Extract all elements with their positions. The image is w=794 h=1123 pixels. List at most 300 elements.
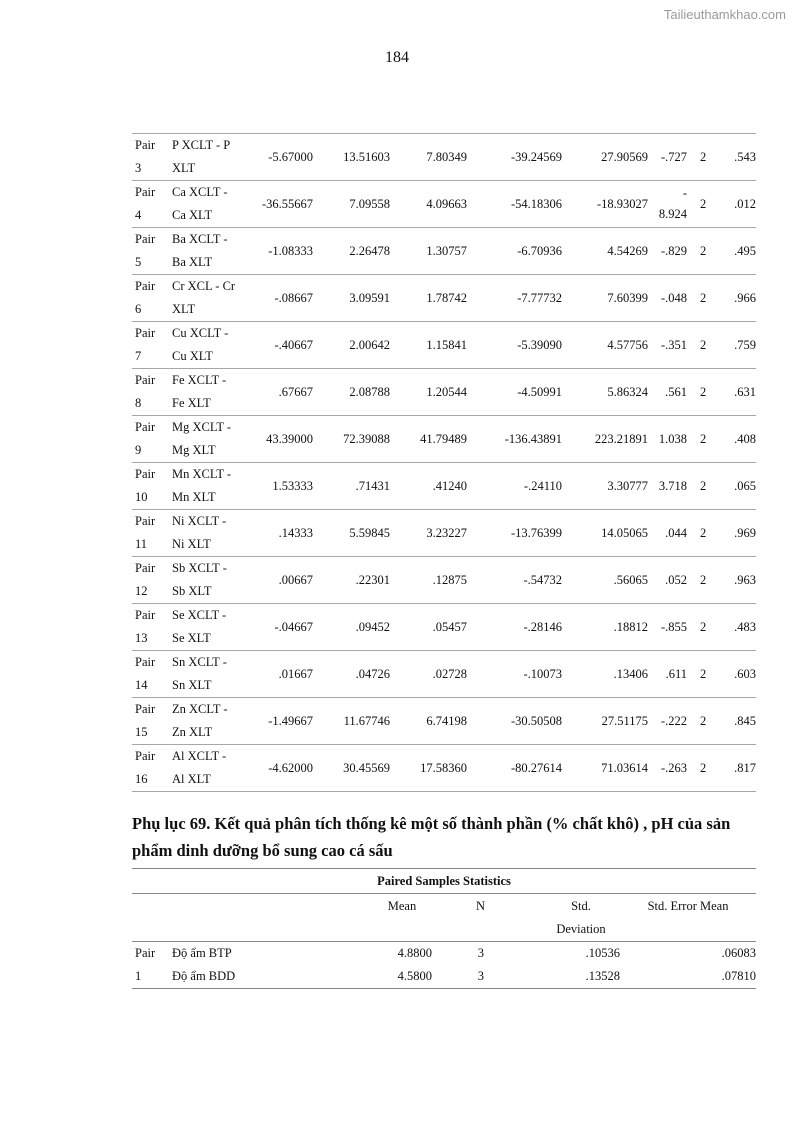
row-std-error-mean-text: 1.20544 (426, 384, 467, 399)
row-std-deviation (313, 604, 390, 651)
row-pair-label (132, 463, 170, 510)
row-std-error-mean (390, 698, 467, 745)
row-pair-label (132, 651, 170, 698)
row-variable-name-text: Se XCLT - (172, 608, 227, 622)
row-t-value (648, 604, 687, 651)
header-std-deviation (542, 894, 620, 942)
row-mean-text: .67667 (278, 384, 313, 399)
row-df (687, 698, 717, 745)
row-variable-name-text: Sn XLT (172, 678, 212, 692)
row-variable-name-text: Sb XLT (172, 584, 212, 598)
row-sig (717, 275, 756, 322)
row-std-deviation-text: .09452 (355, 619, 390, 634)
row-std-deviation-text: 2.26478 (349, 243, 390, 258)
row-mean-text: .14333 (278, 525, 313, 540)
paired-test-row (132, 275, 756, 322)
row-ci-lower (467, 557, 562, 604)
paired-test-row (132, 369, 756, 416)
row-ci-upper (562, 557, 648, 604)
row-std-error-mean-text: 1.78742 (426, 290, 467, 305)
row-df-text: 2 (700, 431, 707, 446)
row-std-deviation (313, 651, 390, 698)
row-variable-name-text: Cr XCL - Cr (172, 279, 236, 293)
row-t-value (648, 275, 687, 322)
row-pair-label (132, 369, 170, 416)
row-mean-text: -.04667 (274, 619, 313, 634)
row-std-error-mean-text: 41.79489 (420, 431, 467, 446)
row-ci-lower (467, 275, 562, 322)
row-pair-label-text: Pair (135, 702, 156, 716)
row-variable-name (170, 322, 252, 369)
row-sig-text: .963 (734, 572, 756, 587)
row-variable-name (170, 604, 252, 651)
row-variable-name-text: Cu XLT (172, 349, 213, 363)
paired-test-row (132, 181, 756, 228)
row-pair-label-text: 8 (135, 396, 142, 410)
row-variable-name (170, 698, 252, 745)
row-ci-lower (467, 228, 562, 275)
row-ci-upper (562, 134, 648, 181)
row-df-text: 2 (700, 760, 707, 775)
row-ci-lower-text: -13.76399 (510, 525, 562, 540)
row-t-value-text: -.222 (660, 713, 687, 728)
row-std-error-mean-text: 4.09663 (426, 196, 467, 211)
paired-test-row (132, 416, 756, 463)
row-std-error-mean-text: .12875 (432, 572, 467, 587)
header-mean: Mean (387, 899, 417, 913)
row-mean (252, 604, 313, 651)
row-pair-label-text: Pair (135, 749, 156, 763)
row-std-error-mean (390, 322, 467, 369)
row-variable-name (170, 369, 252, 416)
stats-row-se: .07810 (721, 969, 757, 983)
row-sig (717, 557, 756, 604)
row-sig (717, 228, 756, 275)
row-variable-name (170, 651, 252, 698)
row-sig (717, 745, 756, 792)
row-ci-lower-text: -.54732 (523, 572, 562, 587)
row-ci-upper (562, 275, 648, 322)
row-mean (252, 463, 313, 510)
row-variable-name (170, 181, 252, 228)
row-std-deviation-text: 7.09558 (349, 196, 390, 211)
row-ci-lower (467, 745, 562, 792)
row-mean (252, 181, 313, 228)
row-df-text: 2 (700, 384, 707, 399)
row-variable-name-text: Sb XCLT - (172, 561, 227, 575)
row-ci-upper-text: 14.05065 (601, 525, 648, 540)
row-sig-text: .603 (734, 666, 756, 681)
row-std-error-mean-text: .02728 (432, 666, 467, 681)
row-mean (252, 228, 313, 275)
row-t-value-text: .052 (665, 572, 687, 587)
row-ci-upper (562, 604, 648, 651)
row-t-value-text: .611 (665, 666, 687, 681)
row-variable-name (170, 557, 252, 604)
row-df (687, 134, 717, 181)
row-pair-label (132, 698, 170, 745)
row-variable-name-text: Mg XLT (172, 443, 216, 457)
row-ci-lower (467, 651, 562, 698)
header-n: N (476, 899, 486, 913)
row-pair-label-text: Pair (135, 373, 156, 387)
row-std-error-mean-text: 6.74198 (426, 713, 467, 728)
row-pair-label-text: 16 (135, 772, 148, 786)
row-df (687, 275, 717, 322)
row-variable-name-text: Ni XLT (172, 537, 211, 551)
row-df (687, 510, 717, 557)
row-std-error-mean (390, 228, 467, 275)
stats-row (132, 965, 756, 989)
row-variable-name (170, 463, 252, 510)
row-variable-name-text: Ca XLT (172, 208, 213, 222)
row-ci-lower-text: -.10073 (523, 666, 562, 681)
row-std-error-mean-text: 7.80349 (426, 149, 467, 164)
row-t-value-text: -.727 (660, 149, 687, 164)
row-ci-upper-text: .56065 (613, 572, 648, 587)
row-std-deviation (313, 228, 390, 275)
row-variable-name-text: Mn XLT (172, 490, 216, 504)
row-ci-lower (467, 181, 562, 228)
row-ci-lower-text: -5.39090 (517, 337, 562, 352)
row-ci-upper (562, 698, 648, 745)
row-mean-text: -1.08333 (268, 243, 313, 258)
row-ci-upper (562, 416, 648, 463)
row-t-value-text: -.263 (660, 760, 687, 775)
row-mean (252, 416, 313, 463)
row-ci-lower-text: -30.50508 (510, 713, 562, 728)
row-df (687, 369, 717, 416)
row-ci-lower (467, 416, 562, 463)
row-pair-label-text: Pair (135, 467, 156, 481)
row-df (687, 557, 717, 604)
row-mean-text: -4.62000 (268, 760, 313, 775)
row-t-value (648, 369, 687, 416)
row-mean-text: 1.53333 (272, 478, 313, 493)
row-t-value (648, 510, 687, 557)
row-pair-label-text: 15 (135, 725, 148, 739)
row-variable-name (170, 745, 252, 792)
row-df (687, 745, 717, 792)
row-sig (717, 134, 756, 181)
row-ci-lower (467, 463, 562, 510)
row-mean-text: -1.49667 (268, 713, 313, 728)
row-t-value (648, 745, 687, 792)
row-std-error-mean-text: 1.30757 (426, 243, 467, 258)
row-ci-upper (562, 463, 648, 510)
row-t-value (648, 416, 687, 463)
stats-row-n: 3 (477, 969, 484, 983)
row-variable-name (170, 134, 252, 181)
row-variable-name-text: Cu XCLT - (172, 326, 229, 340)
row-std-deviation (313, 745, 390, 792)
row-df-text: 2 (700, 666, 707, 681)
stats-row-mean: 4.5800 (397, 969, 432, 983)
row-ci-lower-text: -80.27614 (510, 760, 562, 775)
row-pair-label (132, 745, 170, 792)
row-std-deviation-text: 11.67746 (343, 713, 390, 728)
paired-test-row (132, 134, 756, 181)
stats-row-sd: .10536 (585, 946, 620, 960)
row-df-text: 2 (700, 149, 707, 164)
row-ci-lower-text: -54.18306 (510, 196, 562, 211)
row-t-value-text: -.829 (660, 243, 687, 258)
stats-row-mean: 4.8800 (397, 946, 432, 960)
row-ci-upper-text: 27.51175 (601, 713, 648, 728)
row-ci-upper (562, 228, 648, 275)
row-std-deviation (313, 416, 390, 463)
row-pair-label (132, 228, 170, 275)
row-ci-upper-text: 223.21891 (594, 431, 648, 446)
row-sig (717, 651, 756, 698)
row-pair-label-text: 14 (135, 678, 148, 692)
row-t-value-text: .561 (665, 384, 687, 399)
row-pair-label-text: 10 (135, 490, 148, 504)
row-std-error-mean (390, 510, 467, 557)
row-ci-lower (467, 604, 562, 651)
row-mean-text: -.40667 (274, 337, 313, 352)
stats-row-pair: Pair (135, 946, 156, 960)
row-pair-label-text: Pair (135, 514, 156, 528)
row-variable-name-text: Zn XCLT - (172, 702, 228, 716)
row-ci-upper-text: -18.93027 (596, 196, 648, 211)
row-df-text: 2 (700, 478, 707, 493)
paired-test-row (132, 463, 756, 510)
row-df-text: 2 (700, 243, 707, 258)
row-std-error-mean (390, 416, 467, 463)
row-pair-label-text: Pair (135, 138, 156, 152)
row-pair-label-text: 12 (135, 584, 148, 598)
row-variable-name (170, 275, 252, 322)
row-ci-upper-text: 4.54269 (607, 243, 648, 258)
row-std-error-mean (390, 181, 467, 228)
row-mean-text: -5.67000 (268, 149, 313, 164)
row-variable-name-text: Mg XCLT - (172, 420, 232, 434)
row-pair-label-text: Pair (135, 232, 156, 246)
row-variable-name-text: Ba XLT (172, 255, 213, 269)
row-ci-lower-text: -7.77732 (517, 290, 562, 305)
row-std-deviation-text: 30.45569 (343, 760, 390, 775)
row-t-value (648, 463, 687, 510)
row-pair-label-text: 13 (135, 631, 148, 645)
row-std-deviation (313, 322, 390, 369)
row-pair-label (132, 510, 170, 557)
row-df-text: 2 (700, 196, 707, 211)
row-mean (252, 134, 313, 181)
row-t-value (648, 181, 687, 228)
row-sig (717, 463, 756, 510)
row-df (687, 416, 717, 463)
row-pair-label-text: 6 (135, 302, 142, 316)
row-std-error-mean-text: .05457 (432, 619, 467, 634)
row-sig (717, 369, 756, 416)
stats-row-sd: .13528 (585, 969, 620, 983)
row-variable-name-text: XLT (172, 161, 196, 175)
row-variable-name-text: Zn XLT (172, 725, 213, 739)
row-ci-lower-text: -.24110 (523, 478, 562, 493)
row-std-deviation-text: 2.08788 (349, 384, 390, 399)
row-sig-text: .817 (734, 760, 756, 775)
header-std-error-mean: Std. Error Mean (647, 899, 729, 913)
row-t-value-text: 8.924 (658, 207, 687, 221)
row-ci-lower-text: -136.43891 (504, 431, 562, 446)
row-pair-label-text: Pair (135, 608, 156, 622)
row-t-value-text: -.048 (660, 290, 687, 305)
row-sig-text: .966 (734, 290, 756, 305)
stats-row-pair: 1 (135, 969, 142, 983)
row-std-deviation (313, 134, 390, 181)
row-ci-upper-text: 7.60399 (607, 290, 648, 305)
stats-table-title: Paired Samples Statistics (132, 869, 756, 894)
row-variable-name-text: Ca XCLT - (172, 185, 228, 199)
row-variable-name (170, 416, 252, 463)
row-std-error-mean (390, 369, 467, 416)
row-std-deviation-text: 5.59845 (349, 525, 390, 540)
row-std-deviation (313, 369, 390, 416)
row-std-error-mean-text: 3.23227 (426, 525, 467, 540)
row-std-error-mean (390, 651, 467, 698)
row-ci-upper-text: 5.86324 (607, 384, 648, 399)
row-sig (717, 416, 756, 463)
row-df (687, 228, 717, 275)
paired-test-row (132, 510, 756, 557)
row-pair-label-text: Pair (135, 185, 156, 199)
stats-row (132, 942, 756, 966)
row-variable-name-text: Ni XCLT - (172, 514, 227, 528)
row-sig-text: .012 (734, 196, 756, 211)
row-sig-text: .969 (734, 525, 756, 540)
row-mean (252, 557, 313, 604)
row-t-value (648, 557, 687, 604)
row-variable-name-text: Al XLT (172, 772, 211, 786)
row-std-deviation-text: 2.00642 (349, 337, 390, 352)
row-ci-upper (562, 369, 648, 416)
row-variable-name-text: XLT (172, 302, 196, 316)
row-sig (717, 698, 756, 745)
row-mean (252, 698, 313, 745)
header-std-line2: Deviation (556, 922, 606, 936)
row-t-value (648, 134, 687, 181)
paired-test-row (132, 698, 756, 745)
row-std-error-mean (390, 463, 467, 510)
row-ci-upper-text: .18812 (613, 619, 648, 634)
row-std-error-mean (390, 745, 467, 792)
row-ci-upper (562, 510, 648, 557)
watermark: Tailieuthamkhao.com (663, 7, 786, 22)
row-pair-label-text: 9 (135, 443, 142, 457)
row-pair-label-text: 3 (135, 161, 142, 175)
row-variable-name-text: Se XLT (172, 631, 211, 645)
row-variable-name-text: Fe XLT (172, 396, 211, 410)
row-pair-label (132, 134, 170, 181)
row-pair-label-text: 11 (135, 537, 148, 551)
row-pair-label (132, 557, 170, 604)
row-mean (252, 651, 313, 698)
row-pair-label-text: Pair (135, 655, 156, 669)
row-std-error-mean-text: .41240 (432, 478, 467, 493)
row-sig-text: .845 (734, 713, 756, 728)
row-mean-text: .01667 (278, 666, 313, 681)
row-pair-label-text: 5 (135, 255, 142, 269)
row-variable-name-text: Ba XCLT - (172, 232, 228, 246)
row-df (687, 463, 717, 510)
row-mean (252, 369, 313, 416)
row-sig (717, 604, 756, 651)
row-std-error-mean (390, 134, 467, 181)
row-variable-name-text: Al XCLT - (172, 749, 227, 763)
row-df (687, 181, 717, 228)
row-pair-label-text: 7 (135, 349, 142, 363)
row-df-text: 2 (700, 525, 707, 540)
row-df (687, 604, 717, 651)
row-variable-name (170, 228, 252, 275)
row-std-deviation (313, 275, 390, 322)
row-std-deviation-text: .04726 (355, 666, 390, 681)
stats-row-n: 3 (477, 946, 484, 960)
row-t-value-text: -.855 (660, 619, 687, 634)
row-pair-label (132, 604, 170, 651)
stats-row-se: .06083 (721, 946, 757, 960)
row-pair-label (132, 181, 170, 228)
paired-test-row (132, 322, 756, 369)
row-t-value (648, 322, 687, 369)
row-std-deviation-text: .71431 (355, 478, 390, 493)
row-ci-upper (562, 322, 648, 369)
row-pair-label (132, 322, 170, 369)
stats-row-name: Độ ẩm BDD (172, 969, 236, 983)
row-t-value-text: .044 (665, 525, 687, 540)
row-std-deviation-text: 72.39088 (343, 431, 390, 446)
row-ci-upper-text: 27.90569 (601, 149, 648, 164)
row-ci-lower-text: -39.24569 (510, 149, 562, 164)
row-std-error-mean-text: 17.58360 (420, 760, 467, 775)
row-ci-lower-text: -4.50991 (517, 384, 562, 399)
page-number: 184 (385, 49, 409, 66)
row-pair-label-text: Pair (135, 420, 156, 434)
row-ci-upper (562, 181, 648, 228)
row-ci-lower-text: -6.70936 (517, 243, 562, 258)
paired-samples-test-table (132, 133, 756, 792)
row-t-value (648, 228, 687, 275)
row-mean-text: 43.39000 (266, 431, 313, 446)
row-std-deviation (313, 181, 390, 228)
row-sig (717, 510, 756, 557)
row-df-text: 2 (700, 337, 707, 352)
row-ci-lower (467, 698, 562, 745)
row-variable-name-text: Fe XCLT - (172, 373, 227, 387)
row-pair-label-text: 4 (135, 208, 142, 222)
header-std-line1: Std. (571, 899, 591, 913)
row-variable-name-text: Mn XCLT - (172, 467, 232, 481)
paired-test-row (132, 557, 756, 604)
row-std-deviation-text: 3.09591 (349, 290, 390, 305)
row-sig-text: .543 (734, 149, 756, 164)
row-ci-lower (467, 510, 562, 557)
row-variable-name-text: P XCLT - P (172, 138, 231, 152)
row-df (687, 322, 717, 369)
row-t-value (648, 698, 687, 745)
row-ci-lower (467, 322, 562, 369)
row-df-text: 2 (700, 290, 707, 305)
row-t-value (648, 651, 687, 698)
row-t-value-text: -.351 (660, 337, 687, 352)
row-ci-upper-text: .13406 (613, 666, 648, 681)
row-mean-text: .00667 (278, 572, 313, 587)
row-ci-upper-text: 71.03614 (601, 760, 648, 775)
row-t-value-text: - (682, 186, 687, 200)
paired-samples-statistics-table (132, 868, 756, 989)
row-variable-name (170, 510, 252, 557)
